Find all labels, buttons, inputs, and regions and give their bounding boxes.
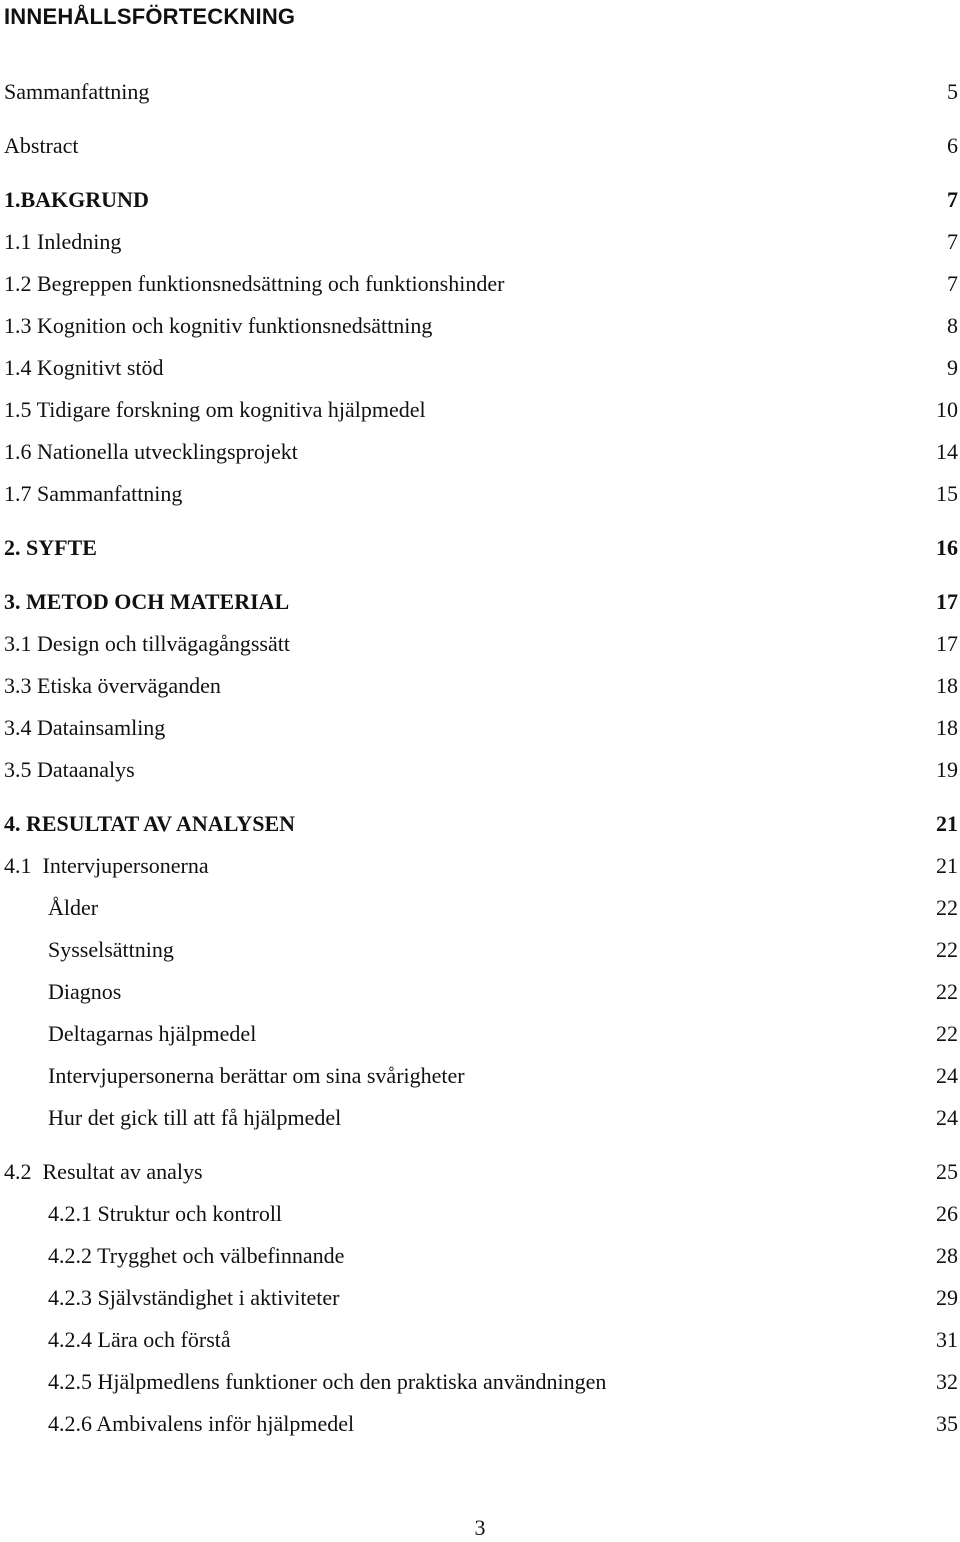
toc-entry-label: 2. SYFTE	[4, 535, 97, 560]
toc-entry-page: 22	[936, 1021, 958, 1046]
toc-entry-label: 1.6 Nationella utvecklingsprojekt	[4, 439, 298, 464]
toc-entry[interactable]	[0, 588, 960, 616]
toc-entry[interactable]	[0, 1020, 960, 1048]
toc-entry-label: Abstract	[4, 133, 79, 158]
toc-entry[interactable]	[0, 270, 960, 298]
toc-entry[interactable]	[0, 852, 960, 880]
toc-entry-label: Sammanfattning	[4, 79, 150, 104]
toc-entry-label: 4.2.6 Ambivalens inför hjälpmedel	[48, 1411, 355, 1436]
toc-entry-page: 5	[947, 79, 958, 104]
toc-entry[interactable]	[0, 396, 960, 424]
toc-entry-page: 28	[936, 1243, 958, 1268]
toc-entry-page: 22	[936, 979, 958, 1004]
toc-entry[interactable]	[0, 672, 960, 700]
toc-entry-page: 15	[936, 481, 958, 506]
toc-entry[interactable]	[0, 312, 960, 340]
toc-entry-page: 17	[936, 631, 958, 656]
toc-entry[interactable]	[0, 936, 960, 964]
toc-entry-page: 35	[936, 1411, 958, 1436]
toc-entry-label: Deltagarnas hjälpmedel	[48, 1021, 257, 1046]
toc-entry-label: Sysselsättning	[48, 937, 174, 962]
toc-entry[interactable]	[0, 1410, 960, 1438]
toc-entry[interactable]	[0, 480, 960, 508]
toc-entry-label: 1.3 Kognition och kognitiv funktionsnedsättning	[4, 313, 433, 338]
toc-entry-page: 7	[947, 229, 958, 254]
toc-entry-page: 17	[936, 589, 958, 614]
toc-entry-page: 21	[936, 811, 958, 836]
toc-entry[interactable]	[0, 1284, 960, 1312]
toc-entry-label: 1.7 Sammanfattning	[4, 481, 183, 506]
toc-entry-label: Ålder	[48, 895, 99, 920]
toc-entry-page: 9	[947, 355, 958, 380]
toc-entry-page: 10	[936, 397, 958, 422]
toc-entry-label: 4.2.3 Självständighet i aktiviteter	[48, 1285, 340, 1310]
toc-entry-page: 8	[947, 313, 958, 338]
toc-entry-page: 32	[936, 1369, 958, 1394]
toc-entry-page: 18	[936, 673, 958, 698]
toc-entry-page: 16	[936, 535, 958, 560]
toc-entry-label: 3.3 Etiska överväganden	[4, 673, 221, 698]
toc-entry[interactable]	[0, 1062, 960, 1090]
toc-entry[interactable]	[0, 894, 960, 922]
toc-entry[interactable]	[0, 1104, 960, 1132]
toc-entry-label: 4. RESULTAT AV ANALYSEN	[4, 811, 296, 836]
toc-entry[interactable]	[0, 132, 960, 160]
toc-entry-label: Diagnos	[48, 979, 122, 1004]
toc-entry-label: Intervjupersonerna berättar om sina svårigheter	[48, 1063, 465, 1088]
toc-entry-page: 21	[936, 853, 958, 878]
toc-entry[interactable]	[0, 1326, 960, 1354]
toc-entry-page: 6	[947, 133, 958, 158]
toc-entry-label: 1.BAKGRUND	[4, 187, 149, 212]
toc-entry[interactable]	[0, 1200, 960, 1228]
toc-entry-page: 29	[936, 1285, 958, 1310]
toc-entry-page: 25	[936, 1159, 958, 1184]
toc-entry-label: 1.1 Inledning	[4, 229, 122, 254]
toc-entry-page: 22	[936, 895, 958, 920]
toc-entry-page: 24	[936, 1063, 958, 1088]
toc-entry[interactable]	[0, 714, 960, 742]
toc-entry-page: 31	[936, 1327, 958, 1352]
toc-entry[interactable]	[0, 354, 960, 382]
page-number: 3	[474, 1515, 486, 1540]
toc-entry-page: 26	[936, 1201, 958, 1226]
toc-entry-label: 3.1 Design och tillvägagångssätt	[4, 631, 290, 656]
toc-entry-label: 3. METOD OCH MATERIAL	[4, 589, 290, 614]
toc-entry[interactable]	[0, 78, 960, 106]
toc-entry-page: 14	[936, 439, 958, 464]
toc-entry-page: 18	[936, 715, 958, 740]
page-title: INNEHÅLLSFÖRTECKNING	[4, 4, 296, 29]
toc-entry-label: 4.1 Intervjupersonerna	[4, 853, 209, 878]
toc-entry-page: 19	[936, 757, 958, 782]
toc-entry-label: 3.5 Dataanalys	[4, 757, 135, 782]
toc-entry-label: 1.4 Kognitivt stöd	[4, 355, 164, 380]
toc-entry[interactable]	[0, 630, 960, 658]
toc-entry-label: 4.2.1 Struktur och kontroll	[48, 1201, 283, 1226]
toc-entry[interactable]	[0, 1368, 960, 1396]
toc-entry[interactable]	[0, 756, 960, 784]
toc-entry[interactable]	[0, 228, 960, 256]
toc-entry[interactable]	[0, 438, 960, 466]
toc-entry[interactable]	[0, 1242, 960, 1270]
toc-entry-page: 24	[936, 1105, 958, 1130]
toc-entry-label: 4.2.5 Hjälpmedlens funktioner och den praktiska användningen	[48, 1369, 607, 1394]
toc-entry-label: 4.2.2 Trygghet och välbefinnande	[48, 1243, 345, 1268]
toc-entry[interactable]	[0, 810, 960, 838]
toc-entry-label: 1.2 Begreppen funktionsnedsättning och funktionshinder	[4, 271, 505, 296]
toc-entry-label: 4.2.4 Lära och förstå	[48, 1327, 231, 1352]
toc-entry[interactable]	[0, 534, 960, 562]
toc-entry-label: 3.4 Datainsamling	[4, 715, 166, 740]
toc-entry-label: 4.2 Resultat av analys	[4, 1159, 203, 1184]
toc-entry[interactable]	[0, 186, 960, 214]
toc-entry[interactable]	[0, 978, 960, 1006]
toc-entry-page: 7	[947, 271, 958, 296]
toc-entry-page: 7	[947, 187, 958, 212]
toc-entry-label: Hur det gick till att få hjälpmedel	[48, 1105, 342, 1130]
toc-entry-page: 22	[936, 937, 958, 962]
toc-entry-label: 1.5 Tidigare forskning om kognitiva hjälpmedel	[4, 397, 426, 422]
toc-entry[interactable]	[0, 1158, 960, 1186]
